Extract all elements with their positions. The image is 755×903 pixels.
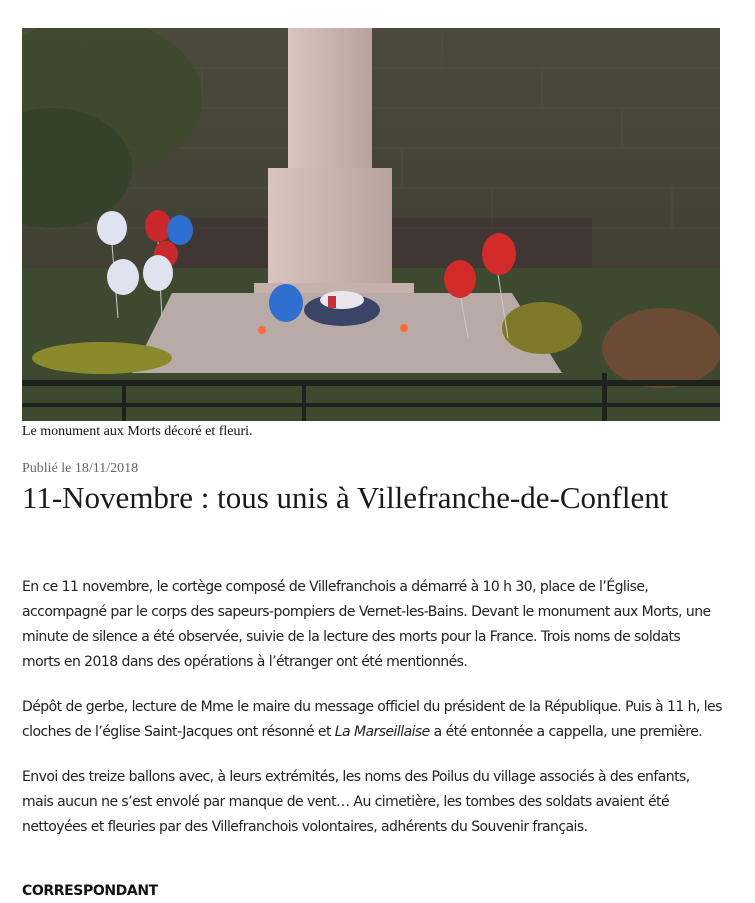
article-photo xyxy=(22,28,720,421)
paragraph: Envoi des treize ballons avec, à leurs extrémités, les noms des Poilus du village associés à des enfants, mais aucun ne s’est envolé par manque de vent… Au cimetière, les tombes des soldats avaient été nettoyées et fleuries par des Villefranchois volontaires, adhérents du Souvenir français. xyxy=(22,769,690,835)
paragraph-text: Dépôt de gerbe, lecture de Mme le maire du message officiel du président de la République. Puis à 11 h, les cloches de l’église Saint-Jacques ont résonné et xyxy=(22,699,722,740)
article-body xyxy=(22,575,722,860)
song-title: La Marseillaise xyxy=(334,724,430,740)
publish-date: Publié le 18/11/2018 xyxy=(22,461,139,476)
paragraph-text: a été entonnée a cappella, une première. xyxy=(429,724,703,740)
article-title: 11-Novembre : tous unis à Villefranche-de-Conflent xyxy=(22,480,669,515)
paragraph xyxy=(22,695,722,745)
paragraph: En ce 11 novembre, le cortège composé de Villefranchois a démarré à 10 h 30, place de l’Église, accompagné par le corps des sapeurs-pompiers de Vernet-les-Bains. Devant le monument aux Morts, une minute de silence a été observée, suivie de la lecture des morts pour la France. Trois noms de soldats morts en 2018 dans des opérations à l’étranger ont été mentionnés. xyxy=(22,579,711,670)
war-memorial-photo xyxy=(22,28,720,421)
author-byline: CORRESPONDANT xyxy=(22,883,158,899)
photo-caption: Le monument aux Morts décoré et fleuri. xyxy=(22,424,253,439)
